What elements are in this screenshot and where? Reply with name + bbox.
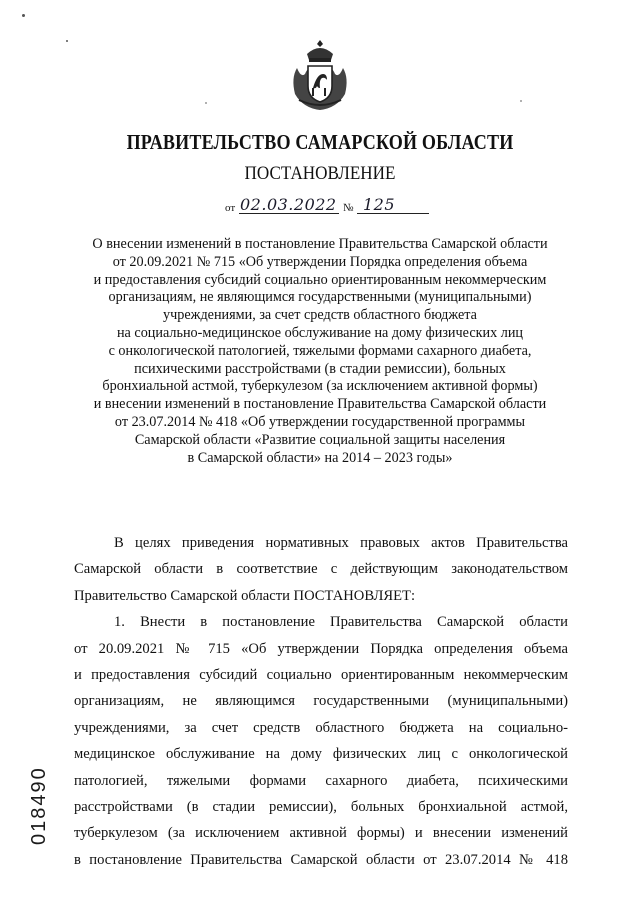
body-line: патологией, тяжелыми формами сахарного диабета, психическими	[74, 772, 568, 789]
heading-line: с онкологической патологией, тяжелыми формами сахарного диабета,	[108, 342, 532, 359]
scan-speck	[22, 14, 25, 17]
heading-line: учреждениями, за счет средств областного бюджета	[163, 307, 477, 324]
resolution-heading	[60, 236, 580, 467]
number-label: №	[343, 202, 354, 214]
body-line: от 20.09.2021 № 715 «Об утверждении Порядка определения объема	[74, 640, 568, 657]
body-line: туберкулезом (за исключением активной формы) и внесении изменений	[74, 825, 568, 842]
heading-line: О внесении изменений в постановление Правительства Самарской области	[92, 236, 548, 252]
date-number-line	[225, 196, 435, 216]
document-type: ПОСТАНОВЛЕНИЕ	[244, 163, 396, 184]
body-line: в постановление Правительства Самарской области от 23.07.2014 № 418	[74, 851, 568, 868]
heading-line: и предоставления субсидий социально ориентированным некоммерческим	[93, 271, 547, 288]
body-line: расстройствами (в стадии ремиссии), больных бронхиальной астмой,	[74, 798, 568, 815]
body-line: Правительство Самарской области ПОСТАНОВЛЯЕТ:	[74, 587, 416, 604]
government-title: ПРАВИТЕЛЬСТВО САМАРСКОЙ ОБЛАСТИ	[126, 130, 514, 154]
heading-line: бронхиальной астмой, туберкулезом (за исключением активной формы)	[102, 378, 538, 395]
scan-speck	[205, 102, 207, 104]
body-line: В целях приведения нормативных правовых актов Правительства	[114, 535, 568, 551]
body-line: 1. Внести в постановление Правительства Самарской области	[114, 614, 568, 631]
serial-number: 018490	[28, 766, 50, 845]
heading-line: в Самарской области» на 2014 – 2023 годы»	[187, 449, 453, 466]
scan-speck	[520, 100, 522, 102]
body-line: учреждениями, за счет средств областного бюджета на социально-	[74, 719, 568, 736]
date-value: 02.03.2022	[240, 195, 337, 214]
heading-line: организациям, не являющимся государственными (муниципальными)	[108, 289, 532, 306]
heading-line: на социально-медицинское обслуживание на дому физических лиц	[116, 324, 524, 341]
heading-line: и внесении изменений в постановление Правительства Самарской области	[93, 396, 547, 413]
scan-speck	[66, 40, 68, 42]
heading-line: от 23.07.2014 № 418 «Об утверждении государственной программы	[114, 413, 526, 430]
heading-line: психическими расстройствами (в стадии ремиссии), больных	[134, 360, 506, 377]
samara-coat-of-arms-icon	[289, 38, 351, 112]
body-line: и предоставления субсидий социально ориентированным некоммерческим	[74, 666, 568, 683]
body-line: Самарской области в соответствие с действующим законодательством	[74, 561, 568, 578]
number-value: 125	[363, 195, 396, 214]
body-line: организациям, не являющимся государственными (муниципальными)	[74, 693, 568, 710]
body-line: медицинское обслуживание на дому физических лиц с онкологической	[74, 746, 568, 763]
heading-line: Самарской области «Развитие социальной защиты населения	[134, 431, 506, 448]
resolution-body	[74, 530, 568, 873]
heading-line: от 20.09.2021 № 715 «Об утверждении Порядка определения объема	[112, 253, 528, 270]
date-label: от	[225, 202, 236, 214]
